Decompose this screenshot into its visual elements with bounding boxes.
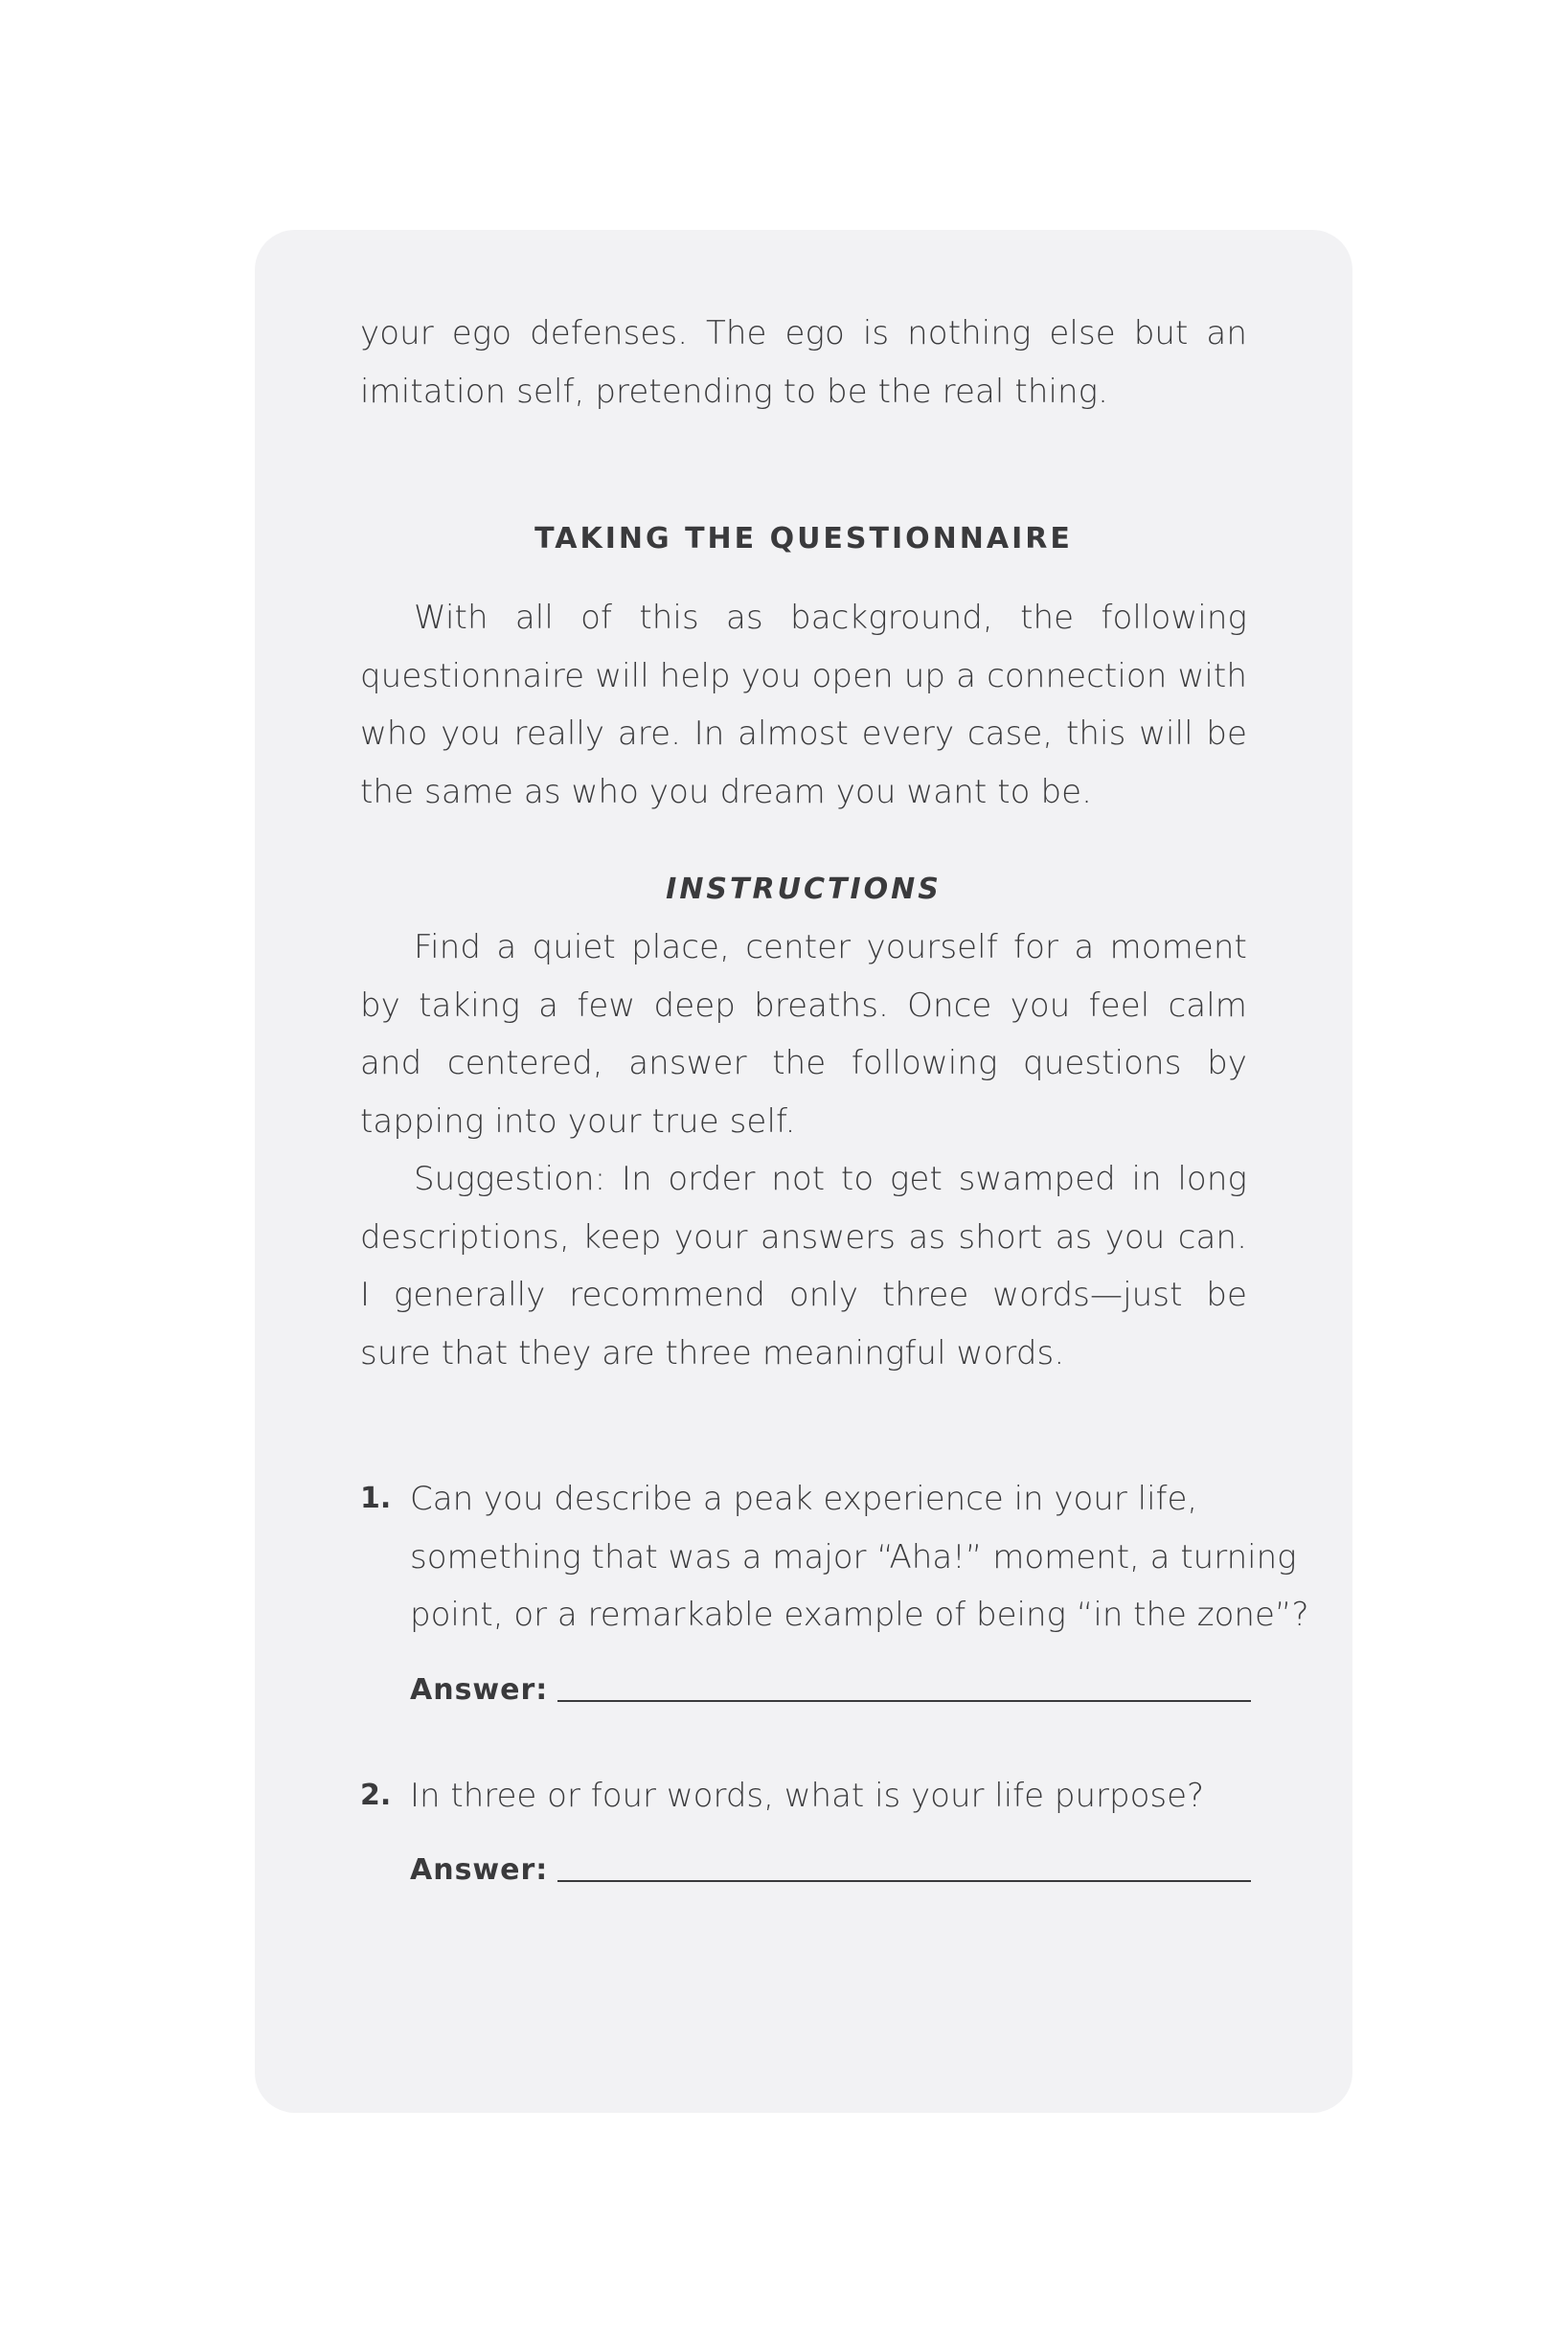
- answer-label: Answer:: [410, 1853, 549, 1887]
- page-card: [255, 230, 1352, 2113]
- opening-paragraph: your ego defenses. The ego is nothing else but an imitation self, pretending to be the real thing.: [360, 314, 1247, 411]
- page-content: [360, 305, 1309, 1890]
- question-list: [360, 1470, 1309, 1890]
- instructions-paragraph: Find a quiet place, center yourself for a moment by taking a few deep breaths. Once you feel calm and centered, answer the following questions by tapping into your true self.: [360, 928, 1247, 1141]
- answer-row: [410, 1842, 1247, 1890]
- question-text-line: In three or four words, what is your life purpose?: [410, 1776, 1205, 1815]
- section-heading: TAKING THE QUESTIONNAIRE: [534, 522, 1073, 556]
- question-number: 1.: [360, 1482, 392, 1515]
- answer-blank-line[interactable]: [557, 1700, 1251, 1702]
- question-number: 2.: [360, 1778, 392, 1812]
- suggestion-paragraph: Suggestion: In order not to get swamped in long descriptions, keep your answers as short as you can. I generally recommend only three words—just be sure that they are three meaningful words.: [360, 1160, 1247, 1372]
- answer-row: [410, 1662, 1247, 1710]
- question-text-line: something that was a major “Aha!” moment, a turning: [410, 1537, 1297, 1576]
- intro-paragraph: With all of this as background, the following questionnaire will help you open up a connection with who you really are. In almost every case, this will be the same as who you dream you want to be.: [360, 599, 1247, 811]
- question-text-line: point, or a remarkable example of being “in the zone”?: [410, 1596, 1309, 1634]
- answer-label: Answer:: [410, 1672, 549, 1707]
- question-item: [360, 1767, 1247, 1891]
- instructions-heading: INSTRUCTIONS: [666, 873, 942, 906]
- question-item: [360, 1470, 1309, 1710]
- question-text-line: Can you describe a peak experience in your life,: [410, 1480, 1198, 1518]
- answer-blank-line[interactable]: [557, 1880, 1251, 1882]
